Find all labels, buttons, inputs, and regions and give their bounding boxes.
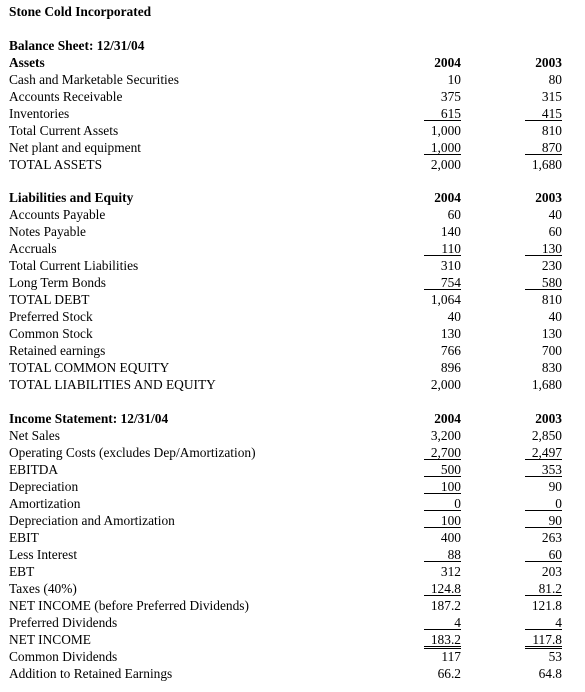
value-2003: 203 (541, 564, 562, 579)
row-label: EBIT (9, 530, 39, 545)
liabilities-col-2003: 2003 (535, 190, 562, 205)
row-label: Long Term Bonds (9, 275, 107, 290)
assets-col-2003: 2003 (535, 55, 562, 70)
value-2003: 810 (541, 123, 562, 138)
value-2003: 315 (541, 89, 562, 104)
value-2003: 53 (548, 649, 562, 664)
value-2003: 40 (548, 207, 562, 222)
value-2003: 130 (541, 326, 562, 341)
row-label: Operating Costs (excludes Dep/Amortization) (9, 445, 256, 460)
row-label: Amortization (9, 496, 81, 511)
value-2003: 580 (525, 274, 562, 290)
value-2003: 64.8 (538, 666, 562, 681)
value-2004: 140 (440, 224, 461, 239)
assets-col-2004: 2004 (434, 55, 461, 70)
table-row (0, 257, 585, 274)
row-label: Accruals (9, 241, 57, 256)
row-label: TOTAL ASSETS (9, 157, 103, 172)
table-row (0, 648, 585, 665)
value-2004: 100 (424, 512, 461, 528)
value-2003: 60 (548, 224, 562, 239)
value-2004: 187.2 (430, 598, 461, 613)
value-2003: 90 (548, 479, 562, 494)
row-label: EBT (9, 564, 35, 579)
row-label: Net Sales (9, 428, 60, 443)
value-2003: 263 (541, 530, 562, 545)
value-2003: 2,850 (531, 428, 562, 443)
value-2003: 1,680 (531, 157, 562, 172)
value-2004: 60 (447, 207, 461, 222)
value-2003: 353 (525, 461, 562, 477)
row-label: Depreciation and Amortization (9, 513, 175, 528)
value-2004: 2,000 (430, 377, 461, 392)
table-row (0, 308, 585, 325)
value-2003: 4 (525, 614, 562, 630)
table-row (0, 665, 585, 682)
table-row (0, 444, 585, 461)
liabilities-header: Liabilities and Equity (9, 190, 134, 205)
row-label: Notes Payable (9, 224, 86, 239)
income-col-2004: 2004 (434, 411, 461, 426)
value-2004: 500 (424, 461, 461, 477)
value-2004: 3,200 (430, 428, 461, 443)
row-label: TOTAL COMMON EQUITY (9, 360, 170, 375)
table-row (0, 223, 585, 240)
table-row (0, 478, 585, 495)
row-label: NET INCOME (before Preferred Dividends) (9, 598, 249, 613)
row-label: Preferred Dividends (9, 615, 118, 630)
value-2004: 2,000 (430, 157, 461, 172)
assets-rows (0, 71, 585, 173)
value-2003: 230 (541, 258, 562, 273)
row-label: Total Current Liabilities (9, 258, 139, 273)
table-row (0, 291, 585, 308)
value-2003: 415 (525, 105, 562, 121)
table-row (0, 376, 585, 393)
value-2003: 121.8 (531, 598, 562, 613)
row-label: Inventories (9, 106, 70, 121)
table-row (0, 614, 585, 631)
liabilities-col-2004: 2004 (434, 190, 461, 205)
table-row (0, 274, 585, 291)
row-label: EBITDA (9, 462, 59, 477)
table-row (0, 359, 585, 376)
balance-sheet-liabilities (0, 189, 585, 393)
table-row (0, 105, 585, 122)
row-label: Net plant and equipment (9, 140, 142, 155)
value-2003: 810 (541, 292, 562, 307)
value-2003: 700 (541, 343, 562, 358)
row-label: TOTAL LIABILITIES AND EQUITY (9, 377, 216, 392)
value-2004: 615 (424, 105, 461, 121)
row-label: Preferred Stock (9, 309, 93, 324)
liabilities-rows (0, 206, 585, 393)
row-label: Common Dividends (9, 649, 118, 664)
value-2004: 124.8 (424, 580, 461, 596)
value-2004: 2,700 (424, 444, 461, 460)
table-row (0, 495, 585, 512)
assets-header-row (0, 54, 585, 71)
value-2004: 117 (441, 649, 461, 664)
value-2004: 66.2 (437, 666, 461, 681)
table-row (0, 563, 585, 580)
table-row (0, 580, 585, 597)
income-col-2003: 2003 (535, 411, 562, 426)
value-2004: 0 (424, 495, 461, 511)
row-label: Cash and Marketable Securities (9, 72, 179, 87)
value-2004: 88 (424, 546, 461, 562)
assets-header: Assets (9, 55, 45, 70)
table-row (0, 206, 585, 223)
table-row (0, 325, 585, 342)
liabilities-header-row (0, 189, 585, 206)
table-row (0, 512, 585, 529)
company-name: Stone Cold Incorporated (9, 4, 152, 19)
value-2004: 1,064 (430, 292, 461, 307)
table-row (0, 122, 585, 139)
value-2004: 400 (440, 530, 461, 545)
table-row (0, 240, 585, 257)
value-2004: 4 (424, 614, 461, 630)
row-label: Taxes (40%) (9, 581, 77, 596)
value-2003: 130 (525, 240, 562, 256)
table-row (0, 546, 585, 563)
income-statement-title: Income Statement: 12/31/04 (9, 411, 169, 426)
row-label: Total Current Assets (9, 123, 119, 138)
value-2003: 60 (525, 546, 562, 562)
value-2004: 310 (440, 258, 461, 273)
table-row (0, 342, 585, 359)
value-2003: 2,497 (525, 444, 562, 460)
income-statement-header-row (0, 410, 585, 427)
value-2004: 130 (440, 326, 461, 341)
value-2003: 1,680 (531, 377, 562, 392)
value-2003: 90 (525, 512, 562, 528)
row-label: Common Stock (9, 326, 93, 341)
row-label: Accounts Payable (9, 207, 106, 222)
table-row (0, 88, 585, 105)
value-2003: 830 (541, 360, 562, 375)
balance-sheet-title: Balance Sheet: 12/31/04 (9, 38, 145, 53)
value-2004: 375 (440, 89, 461, 104)
value-2004: 1,000 (430, 123, 461, 138)
value-2004: 1,000 (424, 139, 461, 155)
income-statement (0, 410, 585, 682)
balance-sheet-title-row (0, 37, 585, 54)
value-2004: 183.2 (424, 631, 461, 649)
table-row (0, 156, 585, 173)
value-2003: 40 (548, 309, 562, 324)
value-2004: 896 (440, 360, 461, 375)
value-2004: 10 (447, 72, 461, 87)
row-label: Depreciation (9, 479, 79, 494)
value-2003: 117.8 (525, 631, 562, 649)
value-2004: 40 (447, 309, 461, 324)
row-label: Less Interest (9, 547, 78, 562)
table-row (0, 71, 585, 88)
value-2003: 870 (525, 139, 562, 155)
value-2003: 81.2 (525, 580, 562, 596)
balance-sheet-assets (0, 37, 585, 173)
table-row (0, 597, 585, 614)
value-2004: 312 (440, 564, 461, 579)
value-2003: 0 (525, 495, 562, 511)
row-label: NET INCOME (9, 632, 91, 647)
value-2003: 80 (548, 72, 562, 87)
row-label: TOTAL DEBT (9, 292, 90, 307)
value-2004: 100 (424, 478, 461, 494)
value-2004: 766 (440, 343, 461, 358)
table-row (0, 631, 585, 648)
table-row (0, 139, 585, 156)
row-label: Accounts Receivable (9, 89, 123, 104)
table-row (0, 461, 585, 478)
value-2004: 754 (424, 274, 461, 290)
table-row (0, 427, 585, 444)
row-label: Addition to Retained Earnings (9, 666, 173, 681)
value-2004: 110 (424, 240, 461, 256)
income-rows (0, 427, 585, 682)
row-label: Retained earnings (9, 343, 106, 358)
table-row (0, 529, 585, 546)
